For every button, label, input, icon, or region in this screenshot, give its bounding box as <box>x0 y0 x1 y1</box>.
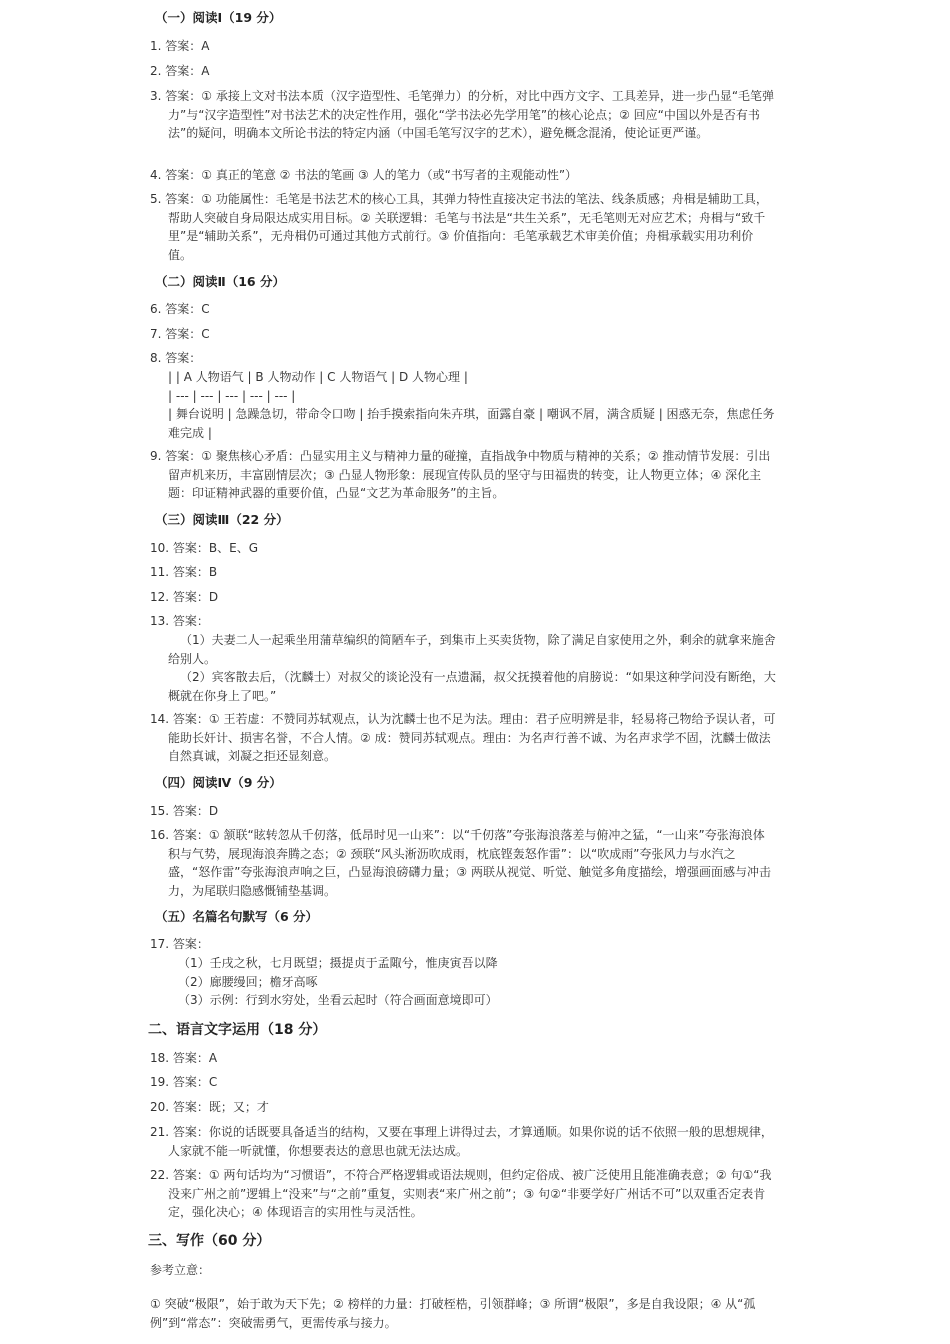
recitation-line: （3）示例：行到水穷处，坐看云起时（符合画面意境即可） <box>178 993 498 1007</box>
answer-item: 8. 答案： <box>150 351 202 365</box>
answer-item: 14. 答案：① 王若虚：不赞同苏轼观点，认为沈麟士也不足为法。理由：君子应明辨是非，轻易将己物给予误认者，可能助长奸计、损害名誉，不合人情。② 成：赞同苏轼观点。理由：为名声行善不诚、为名声求学不固，沈麟士做法自然真诚，刘凝之拒还显刻意。 <box>150 712 776 763</box>
part-heading: 三、写作（60 分） <box>148 1233 271 1249</box>
reference-label: 参考立意： <box>150 1263 211 1277</box>
answer-item: 3. 答案：① 承接上文对书法本质（汉字造型性、毛笔弹力）的分析，对比中西方文字、工具差异，进一步凸显“毛笔弹力”与“汉字造型性”对书法艺术的决定性作用，强化“学书法必先学用笔”的核心论点；② 回应“中国以外是否有书法”的疑问，明确本文所论书法的特定内涵（中国毛笔写汉字的艺术），避免概念混淆，使论证更严谨。 <box>150 89 775 140</box>
section-heading: （三）阅读Ⅲ（22 分） <box>155 512 289 527</box>
table-row: | 舞台说明 | 急躁急切，带命令口吻 | 抬手摸索指向朱卉琪，面露自豪 | 嘲讽不屑，满含质疑 | 困惑无奈，焦虑任务难完成 | <box>168 407 775 440</box>
answer-item: 15. 答案：D <box>150 804 219 818</box>
answer-item: 13. 答案： <box>150 614 209 628</box>
reference-text: ① 突破“极限”，始于敢为天下先；② 榜样的力量：打破桎梏，引领群峰；③ 所谓“极限”，多是自我设限；④ 从“孤例”到“常态”：突破需勇气，更需传承与接力。 <box>150 1297 756 1330</box>
section-heading: （四）阅读Ⅳ（9 分） <box>155 775 282 790</box>
answer-item: 17. 答案： <box>150 937 209 951</box>
answer-subitems <box>150 954 776 1010</box>
answer-item: 20. 答案：既；又；才 <box>150 1100 269 1114</box>
answer-item: 1. 答案：A <box>150 39 210 53</box>
answer-item: 18. 答案：A <box>150 1051 218 1065</box>
section-heading: （五）名篇名句默写（6 分） <box>155 909 319 924</box>
answer-item: 11. 答案：B <box>150 565 218 579</box>
answer-item: 22. 答案：① 两句话均为“习惯语”，不符合严格逻辑或语法规则，但约定俗成、被广泛使用且能准确表意；② 句①“我没来广州之前”逻辑上“没来”与“之前”重复，实则表“来广州之前”；③ 句②“非要学好广州话不可”以双重否定表肯定，强化决心；④ 体现语言的实用性与灵活性。 <box>150 1168 772 1219</box>
table-row: | --- | --- | --- | --- | --- | <box>168 388 296 403</box>
translation-1: （1）夫妻二人一起乘坐用蒲草编织的简陋车子，到集市上买卖货物，除了满足自家使用之外，剩余的就拿来施舍给别人。 <box>168 633 776 666</box>
answer-item: 19. 答案：C <box>150 1075 218 1089</box>
part-heading: 二、语言文字运用（18 分） <box>148 1022 327 1038</box>
recitation-line: （2）廊腰缦回；檐牙高啄 <box>178 974 318 989</box>
answer-item: 4. 答案：① 真正的笔意 ② 书法的笔画 ③ 人的笔力（或“书写者的主观能动性”） <box>150 168 578 182</box>
translation-2: （2）宾客散去后，（沈麟士）对叔父的谈论没有一点遗漏，叔父抚摸着他的肩膀说：“如果这种学问没有断绝，大概就在你身上了吧。” <box>168 670 776 703</box>
answer-item: 5. 答案：① 功能属性：毛笔是书法艺术的核心工具，其弹力特性直接决定书法的笔法、线条质感；舟楫是辅助工具，帮助人突破自身局限达成实用目标。② 关联逻辑：毛笔与书法是“共生关系”，无毛笔则无对应艺术；舟楫与“致千里”是“辅助关系”，无舟楫仍可通过其他方式前行。③ 价值指向：毛笔承载艺术审美价值；舟楫承载实用功利价值。 <box>150 192 768 262</box>
answer-table <box>150 368 776 442</box>
recitation-line: （1）壬戌之秋，七月既望；摄提贞于孟陬兮，惟庚寅吾以降 <box>178 956 498 970</box>
section-heading: （二）阅读Ⅱ（16 分） <box>155 274 285 289</box>
answer-item: 7. 答案：C <box>150 327 210 341</box>
table-row: | | A 人物语气 | B 人物动作 | C 人物语气 | D 人物心理 | <box>168 370 468 384</box>
answer-item: 9. 答案：① 聚焦核心矛盾：凸显实用主义与精神力量的碰撞，直指战争中物质与精神的关系；② 推动情节发展：引出留声机来历，丰富剧情层次；③ 凸显人物形象：展现宣传队员的坚守与田福贵的转变，让人物更立体；④ 深化主题：印证精神武器的重要价值，凸显“文艺为革命服务”的主旨。 <box>150 449 771 500</box>
answer-item: 10. 答案：B、E、G <box>150 541 259 555</box>
answer-item: 6. 答案：C <box>150 302 210 316</box>
answer-item: 2. 答案：A <box>150 64 210 78</box>
answer-item: 21. 答案：你说的话既要具备适当的结构，又要在事理上讲得过去，才算通顺。如果你说的话不依照一般的思想规律，人家就不能一听就懂，你想要表达的意思也就无法达成。 <box>150 1125 773 1158</box>
answer-item: 12. 答案：D <box>150 590 219 604</box>
answer-subitems <box>150 631 776 705</box>
answer-item: 16. 答案：① 颔联“眩转忽从千仞落，低昂时见一山来”：以“千仞落”夸张海浪落差与俯冲之猛，“一山来”夸张海浪体积与气势，展现海浪奔腾之态；② 颈联“风头淅沥吹成雨，枕底铿轰怒作雷”：以“吹成雨”夸张风力与水汽之盛，“怒作雷”夸张海浪声响之巨，凸显海浪磅礴力量；③ 两联从视觉、听觉、触觉多角度描绘，增强画面感与冲击力，为尾联归隐感慨铺垫基调。 <box>150 828 772 898</box>
section-heading: （一）阅读Ⅰ（19 分） <box>155 10 282 25</box>
